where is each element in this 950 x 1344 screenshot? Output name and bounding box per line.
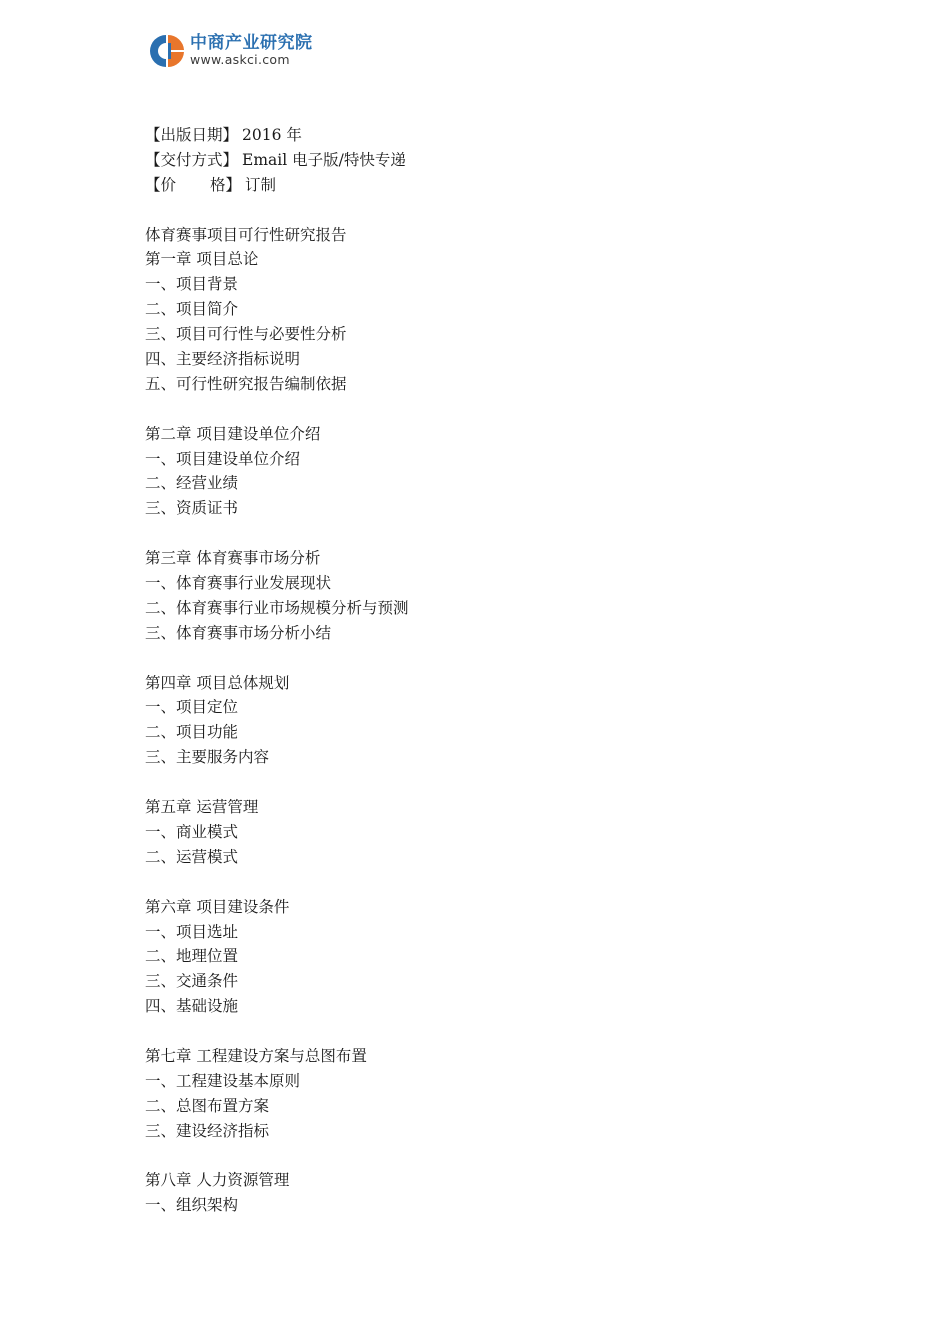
meta-key-right: 格】 <box>210 175 242 194</box>
chapter-item: 一、商业模式 <box>145 822 239 841</box>
chapter-item: 三、交通条件 <box>145 972 239 991</box>
meta-key: 【交付方式】 <box>145 150 239 169</box>
chapter-item: 一、项目定位 <box>145 698 239 717</box>
chapter-title: 第二章 项目建设单位介绍 <box>145 424 321 443</box>
chapter-item: 二、体育赛事行业市场规模分析与预测 <box>145 598 409 617</box>
meta-delivery-method <box>145 148 845 173</box>
chapter-item: 四、基础设施 <box>145 997 239 1016</box>
chapter-item: 一、项目建设单位介绍 <box>145 449 301 468</box>
chapter-title: 第五章 运营管理 <box>145 798 259 817</box>
chapter-title: 第三章 体育赛事市场分析 <box>145 549 321 568</box>
chapter-title: 第一章 项目总论 <box>145 250 259 269</box>
report-title: 体育赛事项目可行性研究报告 <box>145 225 347 244</box>
chapter-item: 一、组织架构 <box>145 1196 239 1215</box>
meta-key <box>145 173 241 198</box>
meta-key: 【出版日期】 <box>145 126 239 144</box>
chapter-title: 第六章 项目建设条件 <box>145 897 290 916</box>
company-logo <box>148 33 338 69</box>
logo-company-name: 中商产业研究院 <box>190 33 313 54</box>
chapter-item: 四、主要经济指标说明 <box>145 350 301 369</box>
chapter-item: 三、项目可行性与必要性分析 <box>145 325 347 344</box>
chapter-item: 三、建设经济指标 <box>145 1121 270 1140</box>
meta-publish-date <box>145 123 845 148</box>
logo-mark-icon <box>148 33 186 69</box>
chapter-item: 二、经营业绩 <box>145 474 239 493</box>
chapter-item: 一、项目背景 <box>145 275 239 294</box>
meta-price <box>145 173 845 198</box>
document-body <box>145 123 845 1218</box>
chapter-item: 一、项目选址 <box>145 922 239 941</box>
chapter-item: 二、运营模式 <box>145 847 239 866</box>
chapter-item: 三、体育赛事市场分析小结 <box>145 623 332 642</box>
meta-value: 订制 <box>245 175 277 194</box>
logo-text <box>190 35 313 67</box>
chapter-item: 一、体育赛事行业发展现状 <box>145 574 332 593</box>
chapter-item: 一、工程建设基本原则 <box>145 1071 301 1090</box>
meta-value: 2016 年 <box>242 126 302 144</box>
chapter-title: 第八章 人力资源管理 <box>145 1171 290 1190</box>
chapter-title: 第四章 项目总体规划 <box>145 673 290 692</box>
chapter-item: 二、项目功能 <box>145 723 239 742</box>
chapter-item: 二、项目简介 <box>145 300 239 319</box>
chapter-item: 三、资质证书 <box>145 499 239 518</box>
logo-website-url: www.askci.com <box>190 52 290 68</box>
chapter-title: 第七章 工程建设方案与总图布置 <box>145 1046 367 1065</box>
chapter-item: 二、总图布置方案 <box>145 1096 270 1115</box>
chapter-item: 三、主要服务内容 <box>145 748 270 767</box>
chapter-item: 五、可行性研究报告编制依据 <box>145 374 347 393</box>
chapter-item: 二、地理位置 <box>145 947 239 966</box>
meta-value: Email 电子版/特快专递 <box>242 150 406 169</box>
meta-key-left: 【价 <box>145 175 177 194</box>
